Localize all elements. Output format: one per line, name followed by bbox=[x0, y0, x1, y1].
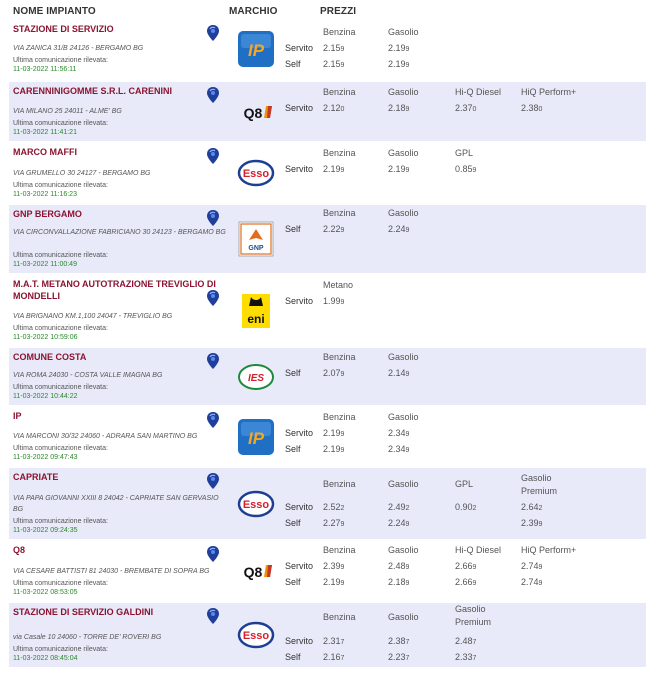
svg-text:IP: IP bbox=[247, 41, 265, 60]
last-update-timestamp: 11-03-2022 10:44:22 bbox=[13, 393, 78, 400]
map-pin-icon[interactable] bbox=[206, 472, 220, 490]
header-name: NOME IMPIANTO bbox=[13, 6, 96, 17]
map-pin-icon[interactable] bbox=[206, 24, 220, 42]
service-type-label: Self bbox=[285, 652, 301, 662]
fuel-price: 2.399 bbox=[323, 561, 345, 571]
station-row[interactable] bbox=[9, 205, 646, 273]
fuel-price: 2.149 bbox=[388, 368, 410, 378]
last-update-timestamp: 11-03-2022 11:56:11 bbox=[13, 66, 77, 73]
fuel-type-label: GPL bbox=[455, 148, 474, 158]
service-type-label: Servito bbox=[285, 428, 314, 438]
station-name[interactable]: STAZIONE DI SERVIZIO bbox=[13, 24, 114, 34]
fuel-price: 2.492 bbox=[388, 502, 410, 512]
fuel-price: 1.999 bbox=[323, 296, 345, 306]
station-address: VIA MILANO 25 24011 - ALME' BG bbox=[13, 108, 122, 115]
fuel-price: 2.349 bbox=[388, 428, 410, 438]
last-update-label: Ultima comunicazione rilevata: bbox=[13, 384, 108, 391]
fuel-price: 2.189 bbox=[388, 103, 410, 113]
station-row[interactable] bbox=[9, 348, 646, 405]
svg-text:Esso: Esso bbox=[242, 630, 270, 642]
brand-logo-esso bbox=[237, 485, 275, 523]
fuel-price: 2.522 bbox=[323, 502, 345, 512]
station-address: VIA CIRCONVALLAZIONE FABRICIANO 30 24123 - BERGAMO BG bbox=[13, 229, 226, 236]
station-address: VIA ROMA 24030 - COSTA VALLE IMAGNA BG bbox=[13, 372, 163, 379]
fuel-type-label: Benzina bbox=[323, 352, 356, 362]
station-name[interactable]: GNP BERGAMO bbox=[13, 209, 82, 219]
fuel-price: 2.159 bbox=[323, 43, 345, 53]
brand-logo-q8 bbox=[237, 93, 275, 131]
fuel-type-label: GPL bbox=[455, 479, 474, 489]
fuel-type-label: Gasolio bbox=[388, 148, 419, 158]
fuel-type-label: Benzina bbox=[323, 612, 356, 622]
fuel-price: 2.370 bbox=[455, 103, 477, 113]
svg-text:IP: IP bbox=[247, 429, 265, 448]
fuel-price: 2.199 bbox=[323, 444, 345, 454]
fuel-price: 2.749 bbox=[521, 561, 543, 571]
fuel-type-label: Benzina bbox=[323, 87, 356, 97]
fuel-price: 2.199 bbox=[323, 428, 345, 438]
fuel-price: 2.399 bbox=[521, 518, 543, 528]
last-update-label: Ultima comunicazione rilevata: bbox=[13, 120, 108, 127]
service-type-label: Servito bbox=[285, 502, 314, 512]
fuel-price: 2.669 bbox=[455, 561, 477, 571]
last-update-label: Ultima comunicazione rilevata: bbox=[13, 646, 108, 653]
map-pin-icon[interactable] bbox=[206, 147, 220, 165]
last-update-timestamp: 11-03-2022 08:45:04 bbox=[13, 655, 78, 662]
station-name[interactable]: MARCO MAFFI bbox=[13, 147, 77, 157]
fuel-price: 2.199 bbox=[388, 59, 410, 69]
station-address: VIA ZANICA 31/B 24126 - BERGAMO BG bbox=[13, 45, 144, 52]
fuel-price: 2.199 bbox=[323, 164, 345, 174]
fuel-type-label: HiQ Perform+ bbox=[521, 545, 577, 555]
fuel-type-label: Benzina bbox=[323, 479, 356, 489]
fuel-price: 2.387 bbox=[388, 636, 410, 646]
station-row[interactable] bbox=[9, 82, 646, 141]
fuel-price: 2.489 bbox=[388, 561, 410, 571]
fuel-price: 2.487 bbox=[455, 636, 477, 646]
station-name[interactable]: STAZIONE DI SERVIZIO GALDINI bbox=[13, 607, 154, 617]
fuel-price: 2.249 bbox=[388, 518, 410, 528]
brand-logo-eni bbox=[237, 292, 275, 330]
fuel-price: 2.159 bbox=[323, 59, 345, 69]
station-row[interactable] bbox=[9, 407, 646, 466]
fuel-type-label: Benzina bbox=[323, 27, 356, 37]
fuel-price: 2.199 bbox=[388, 164, 410, 174]
station-row[interactable] bbox=[9, 603, 646, 667]
last-update-label: Ultima comunicazione rilevata: bbox=[13, 57, 108, 64]
fuel-price: 2.229 bbox=[323, 224, 345, 234]
fuel-type-label: Gasolio bbox=[388, 87, 419, 97]
fuel-type-label: Gasolio bbox=[388, 545, 419, 555]
service-type-label: Servito bbox=[285, 103, 314, 113]
brand-logo-ip bbox=[237, 418, 275, 456]
map-pin-icon[interactable] bbox=[206, 289, 220, 307]
service-type-label: Self bbox=[285, 444, 301, 454]
last-update-label: Ultima comunicazione rilevata: bbox=[13, 445, 108, 452]
fuel-type-label: Gasolio bbox=[388, 479, 419, 489]
station-name[interactable]: M.A.T. METANO AUTOTRAZIONE TREVIGLIO DI MONDELLI bbox=[13, 279, 216, 301]
svg-text:IES: IES bbox=[247, 373, 265, 384]
fuel-price: 2.167 bbox=[323, 652, 345, 662]
svg-text:GNP: GNP bbox=[248, 245, 264, 252]
brand-logo-q8 bbox=[237, 552, 275, 590]
fuel-type-label: Hi-Q Diesel bbox=[455, 545, 502, 555]
fuel-type-label: Gasolio bbox=[388, 612, 419, 622]
station-address: VIA MARCONI 30/32 24060 - ADRARA SAN MARTINO BG bbox=[13, 433, 198, 440]
last-update-timestamp: 11-03-2022 11:00:49 bbox=[13, 261, 77, 268]
map-pin-icon[interactable] bbox=[206, 545, 220, 563]
brand-logo-ip bbox=[237, 30, 275, 68]
fuel-type-label: Hi-Q Diesel bbox=[455, 87, 502, 97]
fuel-type-label: Benzina bbox=[323, 148, 356, 158]
brand-logo-esso bbox=[237, 616, 275, 654]
fuel-price: 2.189 bbox=[388, 577, 410, 587]
svg-text:eni: eni bbox=[247, 312, 265, 326]
fuel-type-label: HiQ Perform+ bbox=[521, 87, 577, 97]
fuel-type-label: Benzina bbox=[323, 208, 356, 218]
service-type-label: Servito bbox=[285, 164, 314, 174]
station-row[interactable] bbox=[9, 468, 646, 539]
last-update-label: Ultima comunicazione rilevata: bbox=[13, 252, 108, 259]
fuel-type-label: Benzina bbox=[323, 545, 356, 555]
map-pin-icon[interactable] bbox=[206, 209, 220, 227]
fuel-price: 0.859 bbox=[455, 164, 477, 174]
header-brand: MARCHIO bbox=[229, 6, 278, 17]
fuel-price: 2.642 bbox=[521, 502, 543, 512]
last-update-label: Ultima comunicazione rilevata: bbox=[13, 325, 108, 332]
map-pin-icon[interactable] bbox=[206, 86, 220, 104]
service-type-label: Self bbox=[285, 368, 301, 378]
service-type-label: Servito bbox=[285, 561, 314, 571]
station-name[interactable]: CARENNINIGOMME S.R.L. CARENINI bbox=[13, 86, 173, 96]
fuel-price: 2.349 bbox=[388, 444, 410, 454]
fuel-type-label: Metano bbox=[323, 280, 354, 290]
fuel-type-label: Gasolio Premium bbox=[455, 604, 492, 627]
station-row[interactable] bbox=[9, 20, 646, 78]
fuel-type-label: Benzina bbox=[323, 412, 356, 422]
station-address: VIA PAPA GIOVANNI XXIII 8 24042 - CAPRIATE SAN GERVASIO BG bbox=[13, 495, 219, 513]
service-type-label: Self bbox=[285, 224, 301, 234]
fuel-price: 2.380 bbox=[521, 103, 543, 113]
fuel-price: 2.749 bbox=[521, 577, 543, 587]
last-update-timestamp: 11-03-2022 08:53:05 bbox=[13, 589, 78, 596]
service-type-label: Self bbox=[285, 59, 301, 69]
fuel-type-label: Gasolio bbox=[388, 412, 419, 422]
service-type-label: Servito bbox=[285, 296, 314, 306]
fuel-type-label: Gasolio Premium bbox=[521, 473, 558, 496]
fuel-price: 2.237 bbox=[388, 652, 410, 662]
station-address: VIA BRIGNANO KM.1,100 24047 - TREVIGLIO BG bbox=[13, 313, 173, 320]
station-name[interactable]: Q8 bbox=[13, 545, 26, 555]
fuel-price: 2.317 bbox=[323, 636, 345, 646]
fuel-type-label: Gasolio bbox=[388, 352, 419, 362]
fuel-price: 2.249 bbox=[388, 224, 410, 234]
station-row[interactable] bbox=[9, 541, 646, 601]
station-row[interactable] bbox=[9, 275, 646, 346]
fuel-type-label: Gasolio bbox=[388, 208, 419, 218]
fuel-price: 2.279 bbox=[323, 518, 345, 528]
header-prices: PREZZI bbox=[320, 6, 357, 17]
fuel-type-label: Gasolio bbox=[388, 27, 419, 37]
last-update-timestamp: 11-03-2022 09:47:43 bbox=[13, 454, 78, 461]
svg-text:Esso: Esso bbox=[242, 168, 270, 180]
service-type-label: Self bbox=[285, 518, 301, 528]
last-update-label: Ultima comunicazione rilevata: bbox=[13, 182, 108, 189]
service-type-label: Self bbox=[285, 577, 301, 587]
station-address: VIA CESARE BATTISTI 81 24030 - BREMBATE DI SOPRA BG bbox=[13, 568, 210, 575]
station-address: via Casale 10 24060 - TORRE DE' ROVERI BG bbox=[13, 634, 162, 641]
map-pin-icon[interactable] bbox=[206, 607, 220, 625]
map-pin-icon[interactable] bbox=[206, 352, 220, 370]
last-update-timestamp: 11-03-2022 11:16:23 bbox=[13, 191, 77, 198]
service-type-label: Servito bbox=[285, 636, 314, 646]
station-row[interactable] bbox=[9, 143, 646, 203]
fuel-price: 2.199 bbox=[388, 43, 410, 53]
fuel-price: 2.079 bbox=[323, 368, 345, 378]
svg-text:Q8: Q8 bbox=[243, 105, 263, 121]
last-update-timestamp: 11-03-2022 09:24:35 bbox=[13, 527, 78, 534]
last-update-label: Ultima comunicazione rilevata: bbox=[13, 518, 108, 525]
last-update-timestamp: 11-03-2022 10:59:06 bbox=[13, 334, 78, 341]
fuel-price: 2.199 bbox=[323, 577, 345, 587]
svg-text:Q8: Q8 bbox=[243, 564, 263, 580]
fuel-price: 2.120 bbox=[323, 103, 345, 113]
last-update-timestamp: 11-03-2022 11:41:21 bbox=[13, 129, 77, 136]
brand-logo-ies bbox=[237, 358, 275, 396]
service-type-label: Servito bbox=[285, 43, 314, 53]
map-pin-icon[interactable] bbox=[206, 411, 220, 429]
station-address: VIA GRUMELLO 30 24127 - BERGAMO BG bbox=[13, 170, 151, 177]
fuel-price: 2.337 bbox=[455, 652, 477, 662]
svg-text:Esso: Esso bbox=[242, 499, 270, 511]
brand-logo-esso bbox=[237, 154, 275, 192]
station-name[interactable]: CAPRIATE bbox=[13, 472, 59, 482]
last-update-label: Ultima comunicazione rilevata: bbox=[13, 580, 108, 587]
fuel-price: 0.902 bbox=[455, 502, 477, 512]
station-name[interactable]: COMUNE COSTA bbox=[13, 352, 87, 362]
brand-logo-gnp bbox=[237, 220, 275, 258]
station-name[interactable]: IP bbox=[13, 411, 22, 421]
fuel-price: 2.669 bbox=[455, 577, 477, 587]
